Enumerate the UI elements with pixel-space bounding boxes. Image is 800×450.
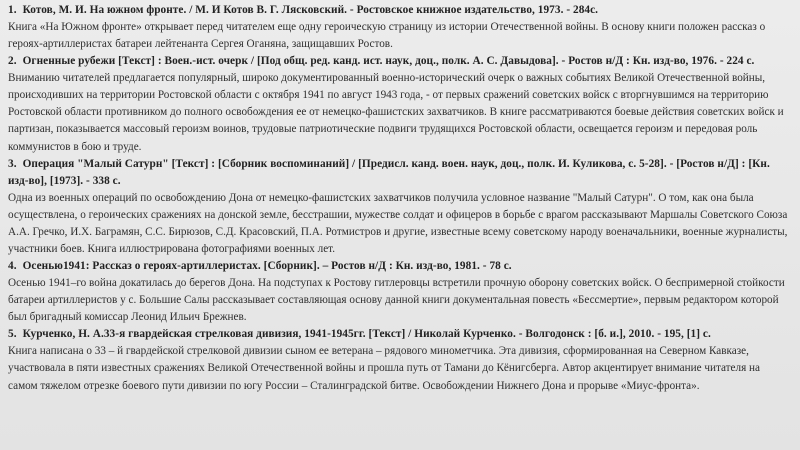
bibliography-entry-5 [8,326,792,394]
entry-heading [8,258,792,275]
entry-heading [8,2,792,19]
entry-number: 5. [8,328,17,341]
entry-heading [8,53,792,70]
entry-heading [8,156,792,190]
bibliography-entry-1 [8,2,792,53]
entry-description: Осенью 1941–го война докатилась до берегов Дона. На подступах к Ростову гитлеровцы встретили прочную оборону советских войск. О беспримерной стойкости батареи артиллеристов у с. Большие Салы рассказывает составляющая основу данной книги документальная повесть «Бессмертие», первым редактором которой был бригадный комиссар Леонид Ильич Брежнев. [8,277,785,324]
entry-heading-text: Огненные рубежи [Текст] : Воен.-ист. очерк / [Под общ. ред. канд. ист. наук, доц., полк. А. С. Давыдова]. - Ростов н/Д : Кн. изд-во, 1976. - 224 с. [22,55,755,68]
entry-number: 2. [8,55,17,68]
entry-number: 4. [8,260,17,273]
entry-heading-text: Осенью1941: Рассказ о героях-артиллеристах. [Сборник]. – Ростов н/Д : Кн. изд-во, 1981. - 78 с. [22,260,512,273]
bibliography-entry-4 [8,258,792,326]
entry-heading-text: Котов, М. И. На южном фронте. / М. И Котов В. Г. Лясковский. - Ростовское книжное издательство, 1973. - 284с. [22,4,599,16]
entry-heading [8,326,792,343]
entry-number: 1. [8,4,17,16]
entry-description: Одна из военных операций по освобождению Дона от немецко-фашистских захватчиков получила условное название "Малый Сатурн". О том, как она была осуществлена, о героических сражениях на донской земле, бесстрашии, мужестве солдат и офицеров в борьбе с врагом рассказывают Маршалы Советского Союза А.А. Гречко, И.Х. Баграмян, С.С. Бирюзов, С.Д. Красовский, П.А. Ротмистров и другие, известные всему советскому народу военачальники, военные журналисты, участники боев. Книга иллюстрирована фотографиями военных лет. [8,191,788,255]
entry-heading-text: Курченко, Н. А.33-я гвардейская стрелковая дивизия, 1941-1945гг. [Текст] / Николай Курченко. - Волгодонск : [б. и.], 2010. - 195, [1] с. [22,328,711,341]
entry-number: 3. [8,157,17,170]
entry-description: Книга написана о 33 – й гвардейской стрелковой дивизии сыном ее ветерана – рядового минометчика. Эта дивизия, сформированная на Северном Кавказе, участвовала в пяти известных сражениях Великой Отечественной войны и прошла путь от Тамани до Кёнигсберга. Автор акцентирует внимание читателя на самом тяжелом отрезке боевого пути дивизии по югу России – Сталинградской битве. Освобождении Нижнего Дона и прорыве «Миус-фронта». [8,345,760,392]
bibliography-entry-3 [8,156,792,258]
entry-heading-text: Операция "Малый Сатурн" [Текст] : [Сборник воспоминаний] / [Предисл. канд. воен. наук, доц., полк. И. Куликова, с. 5-28]. - [Ростов н/Д] : [Кн. изд-во], [1973]. - 338 с. [8,157,770,187]
entry-description: Вниманию читателей предлагается популярный, широко документированный военно-исторический очерк о важных событиях Великой Отечественной войны, происходивших на территории Ростовской области с октября 1941 по август 1943 года, - от первых сражений советских войск с вторгнувшимся на территорию Ростовской области противником до полного освобождения ее от немецко-фашистских захватчиков. В книге рассматриваются боевые действия советских войск и партизан, показывается массовый героизм воинов, трудовые патриотические подвиги трудящихся Ростовской области, освещается героизм и передовая роль коммунистов в бою и труде. [8,72,784,153]
entry-description: Книга «На Южном фронте» открывает перед читателем еще одну героическую страницу из истории Отечественной войны. В основу книги положен рассказ о героях-артиллеристах батареи лейтенанта Сергея Оганяна, защищавших Ростов. [8,21,766,51]
bibliography-entry-2 [8,53,792,155]
